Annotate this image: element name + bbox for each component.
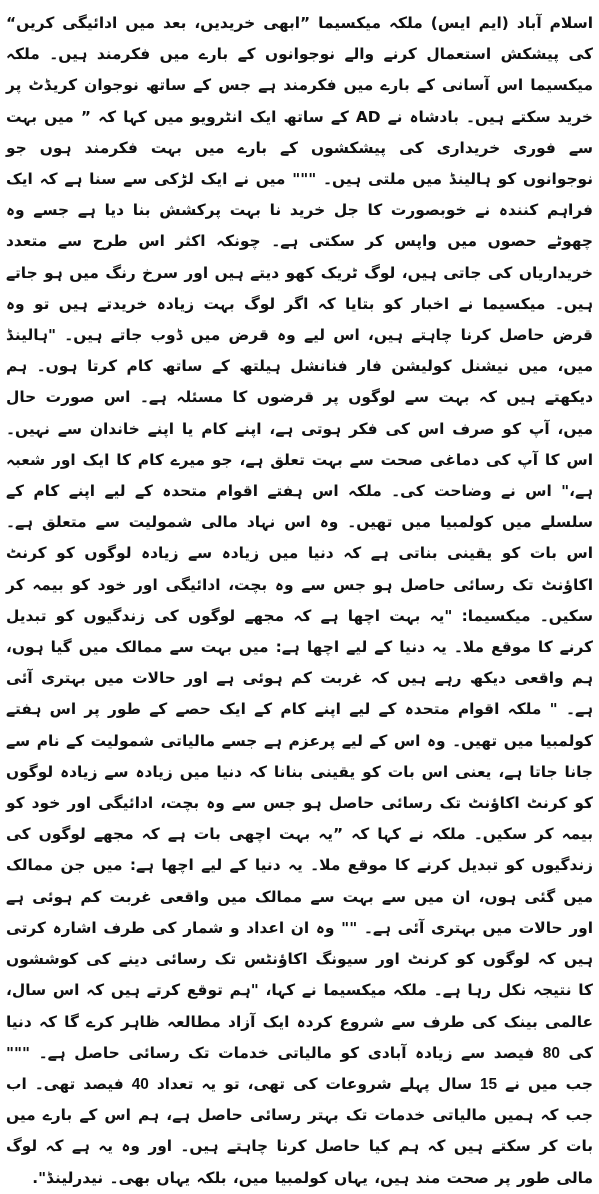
article-text-part-2: فیصد سے زیادہ آبادی کو مالیاتی خدمات تک رسائی حاصل ہے۔ """ جب میں نے [6, 1043, 594, 1093]
article-text-part-3: سال پہلے شروعات کی تھی، تو یہ تعداد [148, 1074, 480, 1093]
years-15: 15 [480, 1075, 498, 1093]
percent-80: 80 [542, 1044, 560, 1062]
article-body [6, 8, 593, 1194]
article-text-part-1: اسلام آباد (ایم ایس) ملکہ میکسیما ”ابھی خریدیں، بعد میں ادائیگی کریں“ کی پیشکش استعمال کرنے والے نوجوانوں کے بارے میں فکرمند ہیں۔ ملکہ میکسیما اس آسانی کے بارے میں فکرمند ہے جس کے ساتھ نوجوان کریڈٹ پر خرید سکتے ہیں۔ بادشاہ نے AD کے ساتھ ایک انٹرویو میں کہا کہ ” میں بہت سے فوری خریداری کی پیشکشوں کے بارے میں بہت فکرمند ہوں جو نوجوانوں کو ہالینڈ میں ملتی ہیں۔ """ میں نے ایک لڑکی سے سنا ہے کہ ایک فراہم کنندہ نے خوبصورت کا جل خرید نا بہت پرکشش بنا دیا ہے جسے وہ چھوٹے حصوں میں واپس کر سکتی ہے۔ چونکہ اکثر اس طرح سے متعدد خریداریاں کی جاتی ہیں، لوگ ٹریک کھو دیتے ہیں اور سرخ رنگ میں ہو جاتے ہیں۔ میکسیما نے اخبار کو بتایا کہ اگر لوگ بہت زیادہ خریدتے ہیں تو وہ قرض حاصل کرنا چاہتے ہیں، اس لیے وہ قرض میں ڈوب جاتے ہیں۔ "ہالینڈ میں، میں نیشنل کولیشن فار فنانشل ہیلتھ کے ساتھ کام کرتا ہوں۔ ہم دیکھتے ہیں کہ بہت سے لوگوں پر قرضوں کا مسئلہ ہے۔ اس صورت حال میں، آپ کو صرف اس کی فکر ہوتی ہے، اپنے کام یا اپنے خاندان سے نہیں۔ اس کا آپ کی دماغی صحت سے بہت تعلق ہے، جو میرے کام کا ایک اور شعبہ ہے،" اس نے وضاحت کی۔ ملکہ اس ہفتے اقوام متحدہ کے لیے اپنے کام کے سلسلے میں کولمبیا میں تھیں۔ وہ اس نہاد مالی شمولیت سے متعلق ہے۔ اس بات کو یقینی بناتی ہے کہ دنیا میں زیادہ سے زیادہ لوگوں کو کرنٹ اکاؤنٹ تک رسائی حاصل ہو جس سے وہ بچت، ادائیگی اور خود کو بیمہ کر سکیں۔ میکسیما: "یہ بہت اچھا ہے کہ مجھے لوگوں کی زندگیوں کو تبدیل کرنے کا موقع ملا۔ یہ دنیا کے لیے اچھا ہے: میں بہت سے ممالک میں گیا ہوں، ہم واقعی دیکھ رہے ہیں کہ غربت کم ہوئی ہے اور حالات میں بہتری آئی ہے۔ " ملکہ اقوام متحدہ کے لیے اپنے کام کے ایک حصے کے طور پر اس ہفتے کولمبیا میں تھیں۔ وہ اس کے لیے پرعزم ہے جسے مالیاتی شمولیت کے نام سے جانا جاتا ہے، یعنی اس بات کو یقینی بنانا کہ دنیا میں زیادہ سے زیادہ لوگوں کو کرنٹ اکاؤنٹ تک رسائی حاصل ہو جس سے وہ بچت، ادائیگی اور خود کو بیمہ کر سکیں۔ ملکہ نے کہا کہ ”یہ بہت اچھی بات ہے کہ مجھے لوگوں کی زندگیوں کو تبدیل کرنے کا موقع ملا۔ یہ دنیا کے لیے اچھا ہے: میں جن ممالک میں گئی ہوں، ان میں سے بہت سے ممالک میں واقعی غربت کم ہوئی ہے اور حالات میں بہتری آئی ہے۔ "" وہ ان اعداد و شمار کی طرف اشارہ کرتی ہیں کہ لوگوں کو کرنٹ اور سیونگ اکاؤنٹس تک رسائی دینے کی کوششوں کا نتیجہ نکل رہا ہے۔ ملکہ میکسیما نے کہا، "ہم توقع کرتے ہیں کہ اس سال، عالمی بینک کی طرف سے شروع کردہ ایک آزاد مطالعہ ظاہر کرے گا کہ دنیا کی [6, 14, 593, 1062]
article-text-part-4: فیصد تھی۔ اب جب کہ ہمیں مالیاتی خدمات تک بہتر رسائی حاصل ہے، ہم اس کے بارے میں بات کر سکتے ہیں کہ ہم کیا حاصل کرنا چاہتے ہیں۔ اور وہ یہ ہے کہ لوگ مالی طور پر صحت مند ہیں، یہاں کولمبیا میں، بلکہ یہاں بھی۔ نیدرلینڈ". [6, 1074, 593, 1187]
percent-40: 40 [131, 1075, 149, 1093]
